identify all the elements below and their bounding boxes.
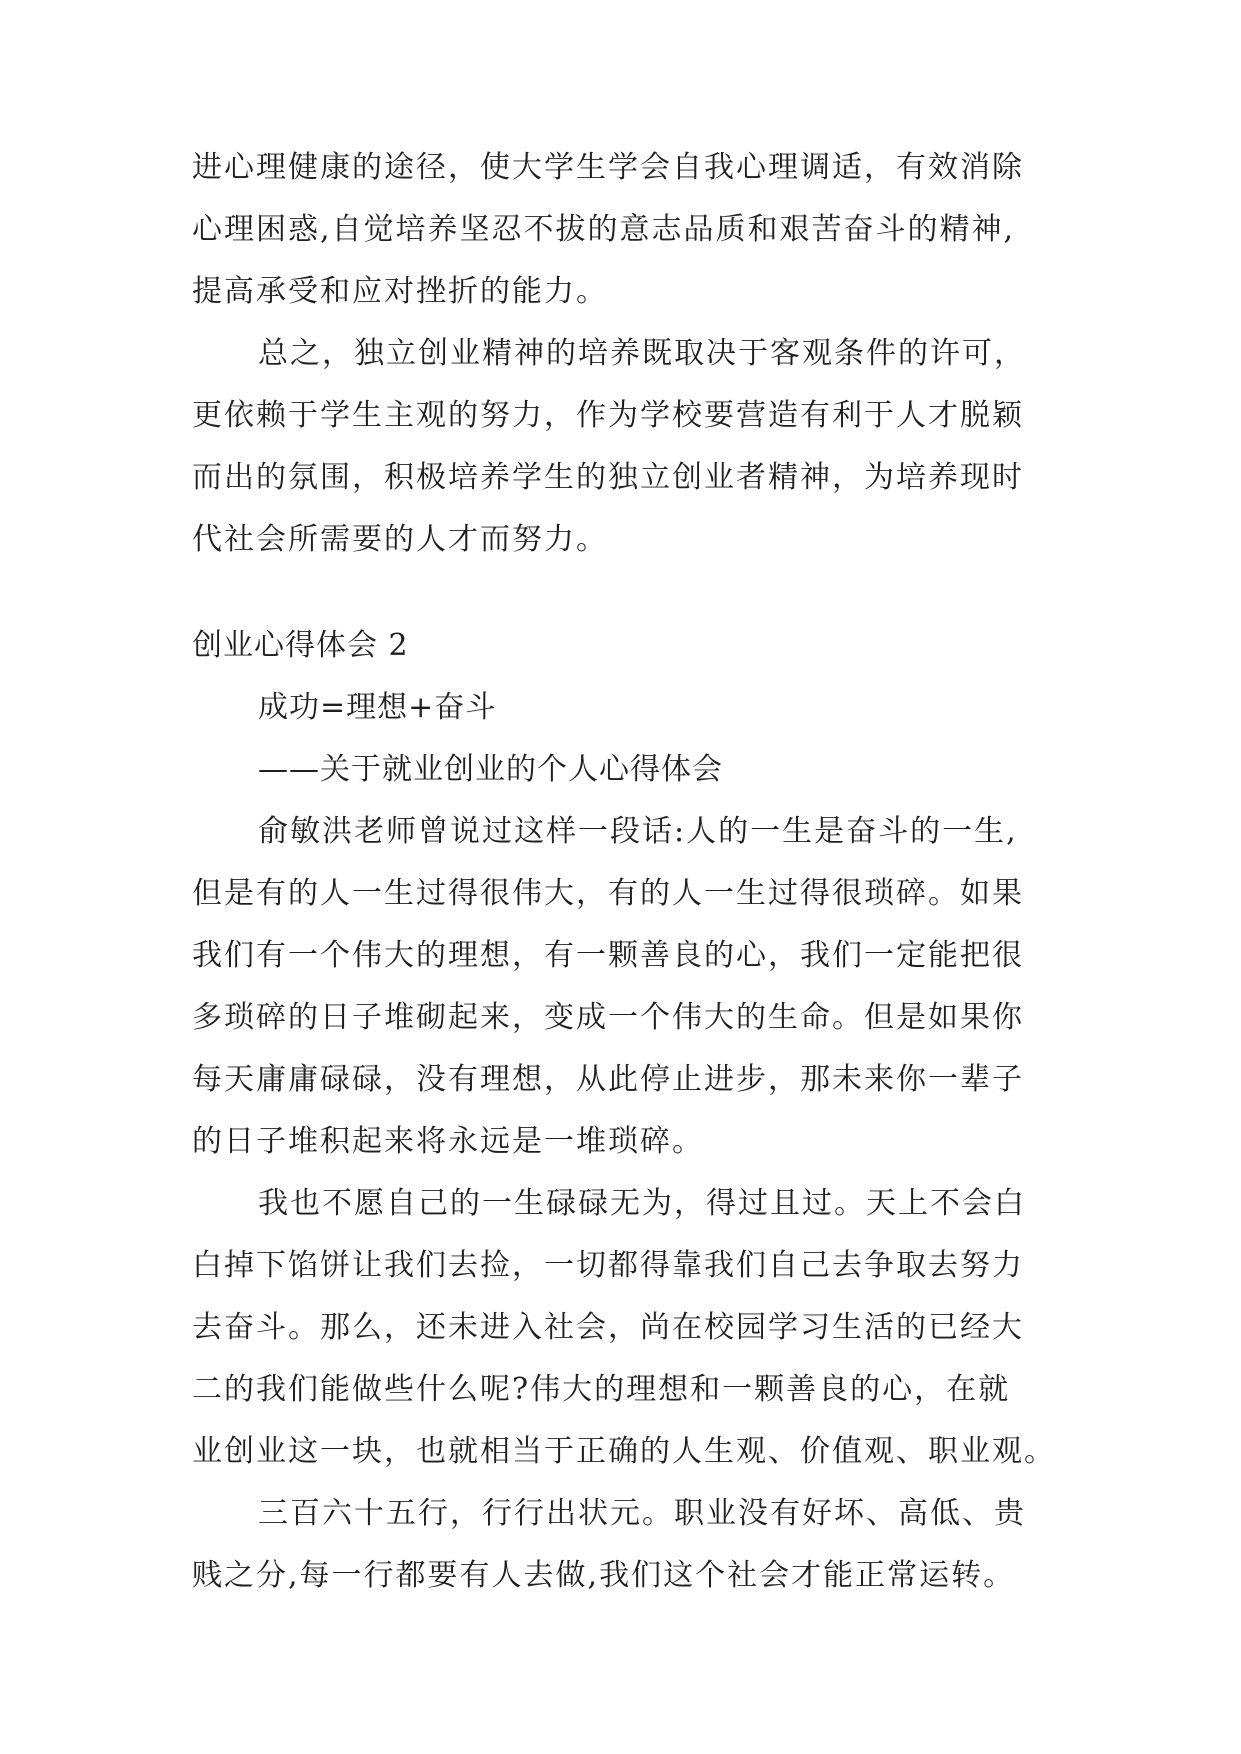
essay-subtitle: ——关于就业创业的个人心得体会 <box>258 752 723 787</box>
section-title: 创业心得体会 2 <box>192 628 409 663</box>
text-line: 贱之分,每一行都要有人去做,我们这个社会才能正常运转。 <box>192 1558 1016 1593</box>
text-line: 更依赖于学生主观的努力，作为学校要营造有利于人才脱颖 <box>192 398 1024 433</box>
text-line: 进心理健康的途径，使大学生学会自我心理调适，有效消除 <box>192 150 1024 185</box>
text-line: 我也不愿自己的一生碌碌无为，得过且过。天上不会白 <box>258 1186 1026 1221</box>
text-line: 代社会所需要的人才而努力。 <box>192 522 608 557</box>
text-line: 每天庸庸碌碌，没有理想，从此停止进步，那未来你一辈子 <box>192 1062 1024 1097</box>
text-line: 业创业这一块，也就相当于正确的人生观、价值观、职业观。 <box>192 1434 1056 1469</box>
text-line: 而出的氛围，积极培养学生的独立创业者精神，为培养现时 <box>192 460 1024 495</box>
text-line: 去奋斗。那么，还未进入社会，尚在校园学习生活的已经大 <box>192 1310 1024 1345</box>
text-line: 总之，独立创业精神的培养既取决于客观条件的许可， <box>258 336 1026 371</box>
text-line: 我们有一个伟大的理想，有一颗善良的心，我们一定能把很 <box>192 938 1024 973</box>
text-line: 心理困惑,自觉培养坚忍不拔的意志品质和艰苦奋斗的精神, <box>192 212 1016 247</box>
text-line: 三百六十五行，行行出状元。职业没有好坏、高低、贵 <box>258 1496 1026 1531</box>
essay-title: 成功=理想+奋斗 <box>258 690 497 725</box>
text-line: 提高承受和应对挫折的能力。 <box>192 274 608 309</box>
text-line: 俞敏洪老师曾说过这样一段话:人的一生是奋斗的一生, <box>258 814 1018 849</box>
text-line: 白掉下馅饼让我们去捡，一切都得靠我们自己去争取去努力 <box>192 1248 1024 1283</box>
text-line: 但是有的人一生过得很伟大，有的人一生过得很琐碎。如果 <box>192 876 1024 911</box>
text-line: 的日子堆积起来将永远是一堆琐碎。 <box>192 1124 704 1159</box>
text-line: 二的我们能做些什么呢?伟大的理想和一颗善良的心，在就 <box>192 1372 1011 1407</box>
text-line: 多琐碎的日子堆砌起来，变成一个伟大的生命。但是如果你 <box>192 1000 1024 1035</box>
